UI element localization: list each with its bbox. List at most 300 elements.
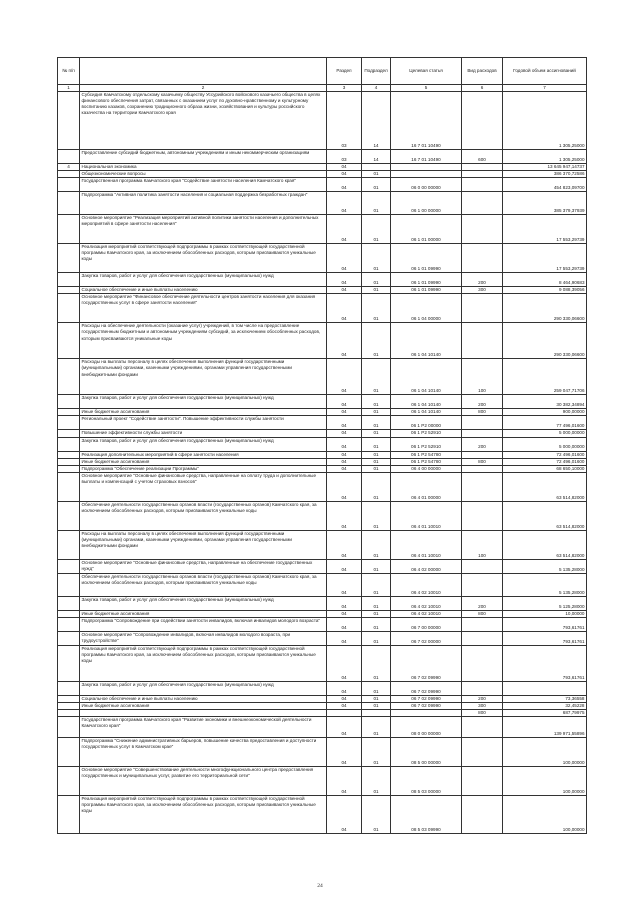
cell-sum: 100,00000 (503, 796, 587, 834)
cell-num (58, 359, 80, 395)
cell-name: Основное мероприятие "Сопровождение инвалидов, включая инвалидов молодого возраста, при трудоустройстве" (80, 631, 327, 645)
table-row (58, 395, 587, 409)
cell-sum: 385 379,37939 (503, 192, 587, 215)
cell-podrazdel: 01 (362, 465, 391, 472)
cell-razdel: 04 (327, 472, 362, 501)
cell-razdel: 04 (327, 395, 362, 409)
cell-target: 06 1 P2 54780 (391, 451, 462, 458)
cell-num (58, 150, 80, 164)
cell-podrazdel: 01 (362, 395, 391, 409)
cell-num (58, 645, 80, 681)
table-row (58, 695, 587, 702)
cell-razdel: 04 (327, 287, 362, 294)
cell-num (58, 244, 80, 273)
cell-name: Обеспечение деятельности государственных органов власти (государственных органов) Камчатского края, за исключением обособленных расходов, которым присваиваются уникальные коды (80, 573, 327, 596)
cell-vid: 200 (462, 437, 503, 451)
header-podrazdel: Подраздел (362, 58, 391, 85)
table-row (58, 530, 587, 559)
colnum: 4 (362, 85, 391, 92)
colnum: 5 (391, 85, 462, 92)
cell-razdel: 03 (327, 92, 362, 150)
table-row (58, 150, 587, 164)
cell-num (58, 596, 80, 610)
cell-name: Расходы на обеспечение деятельности (оказание услуг) учреждений, в том числе на предоставление государственным бюджетным и автономным учреждениям субсидий, за исключением обособленных расходов, которым присваиваются уникальные коды (80, 323, 327, 359)
cell-target: 06 1 04 00000 (391, 294, 462, 323)
cell-razdel: 04 (327, 703, 362, 710)
cell-num (58, 409, 80, 416)
cell-sum: 793,61761 (503, 617, 587, 631)
cell-vid (462, 451, 503, 458)
cell-target: 06 1 04 10140 (391, 359, 462, 395)
cell-razdel: 04 (327, 610, 362, 617)
cell-name: Реализация мероприятий соответствующей подпрограммы в рамках соответствующей государственной программы Камчатского края, за исключением обособленных расходов, которым присваиваются уникальные коды (80, 796, 327, 834)
header-sum: Годовой объем ассигнований (503, 58, 587, 85)
cell-vid (462, 171, 503, 178)
cell-name: Закупка товаров, работ и услуг для обеспечения государственных (муниципальных) нужд (80, 596, 327, 610)
cell-num (58, 437, 80, 451)
cell-vid: 200 (462, 695, 503, 702)
cell-sum: 68 650,10000 (503, 465, 587, 472)
cell-vid (462, 559, 503, 573)
cell-target (391, 710, 462, 717)
cell-razdel: 04 (327, 617, 362, 631)
cell-name: Основное мероприятие "Финансовое обеспечение деятельности центров занятости населения для оказания государственных услуг в сфере занятости населения" (80, 294, 327, 323)
cell-name: Основное мероприятие "Основные финансовые средства, направленные на обеспечение государственных нужд" (80, 559, 327, 573)
cell-vid (462, 767, 503, 796)
cell-name: Основное мероприятие "Реализация мероприятий активной политики занятости населения и дополнительных мероприятий в сфере занятости населения" (80, 215, 327, 244)
cell-podrazdel: 01 (362, 645, 391, 681)
cell-sum: 9 088,39056 (503, 287, 587, 294)
cell-podrazdel: 01 (362, 287, 391, 294)
cell-sum: 77 496,01600 (503, 416, 587, 430)
cell-vid (462, 323, 503, 359)
cell-vid: 800 (462, 458, 503, 465)
cell-sum: 8 464,90683 (503, 273, 587, 287)
cell-razdel: 04 (327, 451, 362, 458)
cell-target: 06 7 02 00000 (391, 631, 462, 645)
colnum: 6 (462, 85, 503, 92)
cell-vid (462, 796, 503, 834)
cell-num (58, 796, 80, 834)
table-row (58, 164, 587, 171)
cell-num (58, 294, 80, 323)
cell-vid (462, 92, 503, 150)
cell-sum: 72 496,01600 (503, 458, 587, 465)
colnum: 7 (503, 85, 587, 92)
table-row (58, 323, 587, 359)
cell-num (58, 717, 80, 738)
cell-name: Субсидия Камчатскому отдельскому казачьему обществу Уссурийского войскового казачьего общества в целях финансового обеспечения затрат, связанных с оказанием услуг по духовно-нравственному и культурному воспитанию казаков, сохранению традиционного образа жизни, хозяйствования и культуры российского казачества на территории Камчатского края (80, 92, 327, 150)
cell-razdel: 04 (327, 430, 362, 437)
cell-podrazdel: 01 (362, 738, 391, 767)
cell-razdel: 04 (327, 273, 362, 287)
cell-vid (462, 645, 503, 681)
cell-name: Иные бюджетные ассигнования (80, 703, 327, 710)
cell-sum: 5 125,28000 (503, 596, 587, 610)
cell-target: 06 7 02 09990 (391, 695, 462, 702)
cell-razdel: 04 (327, 164, 362, 171)
table-row (58, 796, 587, 834)
cell-sum: 259 047,71706 (503, 359, 587, 395)
cell-podrazdel: 01 (362, 178, 391, 192)
table-row (58, 359, 587, 395)
cell-podrazdel: 01 (362, 458, 391, 465)
cell-vid: 600 (462, 150, 503, 164)
cell-name: Общеэкономические вопросы (80, 171, 327, 178)
cell-sum: 30 382,34894 (503, 395, 587, 409)
cell-name: Расходы на выплаты персоналу в целях обеспечения выполнения функций государственными (муниципальными) органами, казенными учреждениями, органами управления государственными внебюджетными фондами (80, 530, 327, 559)
table-row (58, 409, 587, 416)
table-row (58, 710, 587, 717)
cell-num (58, 171, 80, 178)
table-row (58, 171, 587, 178)
cell-vid (462, 465, 503, 472)
cell-target: 06 1 P2 52910 (391, 437, 462, 451)
cell-num (58, 573, 80, 596)
cell-target: 06 4 02 10010 (391, 610, 462, 617)
header-num: № п/п (58, 58, 80, 85)
cell-name: Закупка товаров, работ и услуг для обеспечения государственных (муниципальных) нужд (80, 681, 327, 695)
table-row (58, 617, 587, 631)
cell-num (58, 287, 80, 294)
cell-sum: 793,61761 (503, 631, 587, 645)
cell-name: Основное мероприятие "Основные финансовые средства, направленные на оплату труда и дополнительные выплаты и компенсаций с учетом страховых взносов" (80, 472, 327, 501)
cell-razdel: 03 (327, 150, 362, 164)
cell-sum: 73,36558 (503, 695, 587, 702)
cell-razdel: 04 (327, 738, 362, 767)
cell-sum: 290 330,06600 (503, 294, 587, 323)
cell-podrazdel: 01 (362, 681, 391, 695)
cell-razdel: 04 (327, 695, 362, 702)
cell-sum: 13 645 947,14737 (503, 164, 587, 171)
cell-num (58, 416, 80, 430)
cell-podrazdel: 01 (362, 573, 391, 596)
cell-vid (462, 472, 503, 501)
cell-razdel: 04 (327, 215, 362, 244)
cell-sum: 290 330,06600 (503, 323, 587, 359)
cell-sum: 63 514,82000 (503, 472, 587, 501)
table-row (58, 703, 587, 710)
cell-target: 06 4 02 10010 (391, 596, 462, 610)
header-name (80, 58, 327, 85)
cell-razdel: 04 (327, 359, 362, 395)
cell-num (58, 703, 80, 710)
cell-sum: 32,45228 (503, 703, 587, 710)
cell-vid: 100 (462, 359, 503, 395)
budget-table-sheet (57, 57, 586, 834)
table-row (58, 559, 587, 573)
cell-name: Закупка товаров, работ и услуг для обеспечения государственных (муниципальных) нужд (80, 395, 327, 409)
cell-razdel: 04 (327, 416, 362, 430)
cell-podrazdel: 01 (362, 430, 391, 437)
cell-sum: 900,00000 (503, 409, 587, 416)
cell-name: Подпрограмма "Обеспечение реализации Программы" (80, 465, 327, 472)
cell-podrazdel: 01 (362, 610, 391, 617)
cell-razdel: 04 (327, 501, 362, 530)
cell-vid: 200 (462, 395, 503, 409)
cell-vid: 300 (462, 287, 503, 294)
cell-vid (462, 164, 503, 171)
cell-podrazdel: 01 (362, 530, 391, 559)
cell-razdel: 04 (327, 573, 362, 596)
cell-sum: 63 514,82000 (503, 530, 587, 559)
cell-razdel: 04 (327, 458, 362, 465)
cell-sum: 100,00000 (503, 738, 587, 767)
cell-podrazdel: 01 (362, 631, 391, 645)
cell-num (58, 710, 80, 717)
cell-target: 08 5 03 00000 (391, 767, 462, 796)
cell-num (58, 395, 80, 409)
cell-num (58, 465, 80, 472)
cell-sum: 100,00000 (503, 767, 587, 796)
cell-podrazdel: 01 (362, 437, 391, 451)
cell-razdel: 04 (327, 171, 362, 178)
table-row (58, 501, 587, 530)
cell-razdel: 04 (327, 796, 362, 834)
cell-num (58, 695, 80, 702)
cell-num (58, 617, 80, 631)
cell-razdel: 04 (327, 681, 362, 695)
cell-num (58, 430, 80, 437)
cell-vid (462, 430, 503, 437)
table-row (58, 610, 587, 617)
cell-vid (462, 294, 503, 323)
table-row (58, 273, 587, 287)
cell-name: Закупка товаров, работ и услуг для обеспечения государственных (муниципальных) нужд (80, 437, 327, 451)
cell-num (58, 323, 80, 359)
cell-target: 06 1 01 09990 (391, 273, 462, 287)
cell-target: 06 4 00 00000 (391, 465, 462, 472)
table-row (58, 767, 587, 796)
cell-name: Подпрограмма "Снижение административных барьеров, повышение качества предоставления и доступности государственных услуг в Камчатском крае" (80, 738, 327, 767)
cell-target: 06 1 01 09990 (391, 244, 462, 273)
cell-vid (462, 192, 503, 215)
cell-podrazdel (362, 164, 391, 171)
cell-podrazdel: 01 (362, 451, 391, 458)
cell-num (58, 451, 80, 458)
cell-target: 06 4 01 00000 (391, 472, 462, 501)
table-row (58, 458, 587, 465)
cell-target: 08 5 03 09990 (391, 796, 462, 834)
cell-name: Реализация дополнительных мероприятий в сфере занятости населения (80, 451, 327, 458)
cell-name: Государственная программа Камчатского края "Развитие экономики и внешнеэкономической деятельности Камчатского края" (80, 717, 327, 738)
table-row (58, 287, 587, 294)
cell-vid (462, 215, 503, 244)
cell-name: Национальная экономика (80, 164, 327, 171)
table-row (58, 178, 587, 192)
cell-name: Социальное обеспечение и иные выплаты населению (80, 287, 327, 294)
cell-razdel: 04 (327, 559, 362, 573)
cell-sum: 5 135,28000 (503, 559, 587, 573)
cell-razdel: 04 (327, 437, 362, 451)
cell-vid (462, 573, 503, 596)
cell-target: 06 4 01 10010 (391, 530, 462, 559)
table-row (58, 573, 587, 596)
cell-razdel (327, 710, 362, 717)
cell-vid (462, 717, 503, 738)
cell-name: Закупка товаров, работ и услуг для обеспечения государственных (муниципальных) нужд (80, 273, 327, 287)
header-target: Целевая статья (391, 58, 462, 85)
cell-num (58, 472, 80, 501)
cell-target: 06 0 00 00000 (391, 178, 462, 192)
cell-num (58, 559, 80, 573)
cell-num (58, 501, 80, 530)
cell-vid: 800 (462, 409, 503, 416)
cell-num (58, 215, 80, 244)
table-row (58, 192, 587, 215)
cell-vid (462, 244, 503, 273)
cell-razdel: 04 (327, 178, 362, 192)
cell-podrazdel: 01 (362, 244, 391, 273)
cell-name: Обеспечение деятельности государственных органов власти (государственных органов) Камчатского края, за исключением обособленных расходов, которым присваиваются уникальные коды (80, 501, 327, 530)
cell-num (58, 767, 80, 796)
cell-num (58, 192, 80, 215)
cell-name: Расходы на выплаты персоналу в целях обеспечения выполнения функций государственными (муниципальными) органами, казенными учреждениями, органами управления государственными внебюджетными фондами (80, 359, 327, 395)
table-row (58, 451, 587, 458)
cell-podrazdel: 01 (362, 501, 391, 530)
cell-razdel: 04 (327, 409, 362, 416)
cell-target: 06 1 04 10140 (391, 395, 462, 409)
cell-target: 06 7 02 09990 (391, 703, 462, 710)
table-row (58, 416, 587, 430)
cell-sum (503, 681, 587, 695)
cell-vid (462, 681, 503, 695)
cell-num (58, 273, 80, 287)
table-row (58, 681, 587, 695)
cell-podrazdel: 14 (362, 150, 391, 164)
cell-podrazdel: 01 (362, 294, 391, 323)
cell-razdel: 04 (327, 294, 362, 323)
column-number-row (58, 85, 587, 92)
cell-podrazdel: 01 (362, 192, 391, 215)
table-row (58, 430, 587, 437)
cell-target: 08 0 00 00000 (391, 717, 462, 738)
cell-podrazdel: 01 (362, 717, 391, 738)
cell-sum: 1 305,25000 (503, 92, 587, 150)
cell-sum: 1 305,25000 (503, 150, 587, 164)
cell-razdel: 04 (327, 530, 362, 559)
cell-sum: 386 370,72586 (503, 171, 587, 178)
cell-target (391, 171, 462, 178)
cell-target: 06 1 00 00000 (391, 192, 462, 215)
cell-vid: 300 (462, 703, 503, 710)
cell-razdel: 04 (327, 192, 362, 215)
table-row (58, 717, 587, 738)
cell-podrazdel: 01 (362, 796, 391, 834)
cell-target: 06 1 04 10140 (391, 323, 462, 359)
table-row (58, 472, 587, 501)
cell-num (58, 92, 80, 150)
cell-sum: 63 514,82000 (503, 501, 587, 530)
cell-razdel: 04 (327, 631, 362, 645)
table-row (58, 92, 587, 150)
cell-podrazdel: 01 (362, 273, 391, 287)
cell-sum: 72 496,01600 (503, 451, 587, 458)
cell-num (58, 458, 80, 465)
header-razdel: Раздел (327, 58, 362, 85)
cell-target (391, 164, 462, 171)
cell-target: 06 7 02 09990 (391, 645, 462, 681)
cell-target: 06 4 01 10010 (391, 501, 462, 530)
cell-target: 06 1 P2 00000 (391, 416, 462, 430)
cell-podrazdel: 01 (362, 596, 391, 610)
cell-name: Повышение эффективности службы занятости (80, 430, 327, 437)
cell-target: 06 1 P2 52910 (391, 430, 462, 437)
cell-num (58, 738, 80, 767)
cell-podrazdel: 14 (362, 92, 391, 150)
table-body (58, 92, 587, 834)
table-row (58, 596, 587, 610)
cell-podrazdel: 01 (362, 215, 391, 244)
colnum: 1 (58, 85, 80, 92)
cell-podrazdel: 01 (362, 559, 391, 573)
cell-name: Иные бюджетные ассигнования (80, 458, 327, 465)
cell-target: 06 7 02 09990 (391, 681, 462, 695)
table-header-row (58, 58, 587, 85)
cell-podrazdel: 01 (362, 617, 391, 631)
cell-podrazdel: 01 (362, 323, 391, 359)
cell-podrazdel: 01 (362, 416, 391, 430)
cell-vid: 200 (462, 596, 503, 610)
cell-name: Иные бюджетные ассигнования (80, 409, 327, 416)
table-row (58, 465, 587, 472)
cell-sum: 793,61761 (503, 645, 587, 681)
cell-podrazdel: 01 (362, 409, 391, 416)
cell-name: Реализация мероприятий соответствующей подпрограммы в рамках соответствующей государственной программы Камчатского края, за исключением обособленных расходов, которым присваиваются уникальные коды (80, 244, 327, 273)
table-row (58, 437, 587, 451)
cell-name: Государственная программа Камчатского края "Содействие занятости населения Камчатского края" (80, 178, 327, 192)
cell-num (58, 530, 80, 559)
cell-name: Подпрограмма "Активная политика занятости населения и социальная поддержка безработных граждан" (80, 192, 327, 215)
cell-vid (462, 617, 503, 631)
cell-sum: 5 000,00000 (503, 430, 587, 437)
cell-num (58, 610, 80, 617)
cell-name: Иные бюджетные ассигнования (80, 610, 327, 617)
cell-sum: 10,00000 (503, 610, 587, 617)
cell-razdel: 04 (327, 767, 362, 796)
cell-podrazdel: 01 (362, 703, 391, 710)
cell-vid (462, 178, 503, 192)
cell-num (58, 681, 80, 695)
page-number: 24 (317, 883, 323, 889)
table-row (58, 294, 587, 323)
cell-vid: 800 (462, 610, 503, 617)
cell-target: 06 1 P2 54780 (391, 458, 462, 465)
colnum: 2 (80, 85, 327, 92)
cell-podrazdel: 01 (362, 359, 391, 395)
cell-target: 16 7 01 10490 (391, 92, 462, 150)
cell-sum: 5 000,00000 (503, 437, 587, 451)
cell-name: Основное мероприятие "Совершенствование деятельности многофункционального центра предоставления государственных и муниципальных услуг, развитие его территориальной сети" (80, 767, 327, 796)
cell-target: 08 5 00 00000 (391, 738, 462, 767)
cell-razdel: 04 (327, 323, 362, 359)
cell-razdel: 04 (327, 645, 362, 681)
table-row (58, 631, 587, 645)
cell-target: 06 1 01 09990 (391, 287, 462, 294)
cell-name (80, 710, 327, 717)
header-vid: Вид расходов (462, 58, 503, 85)
cell-num (58, 178, 80, 192)
cell-vid: 200 (462, 273, 503, 287)
cell-vid (462, 416, 503, 430)
cell-target: 06 1 01 00000 (391, 215, 462, 244)
budget-table (57, 57, 587, 834)
cell-target: 06 7 00 00000 (391, 617, 462, 631)
cell-podrazdel: 01 (362, 472, 391, 501)
cell-num (58, 631, 80, 645)
table-row (58, 738, 587, 767)
cell-sum: 139 971,55896 (503, 717, 587, 738)
